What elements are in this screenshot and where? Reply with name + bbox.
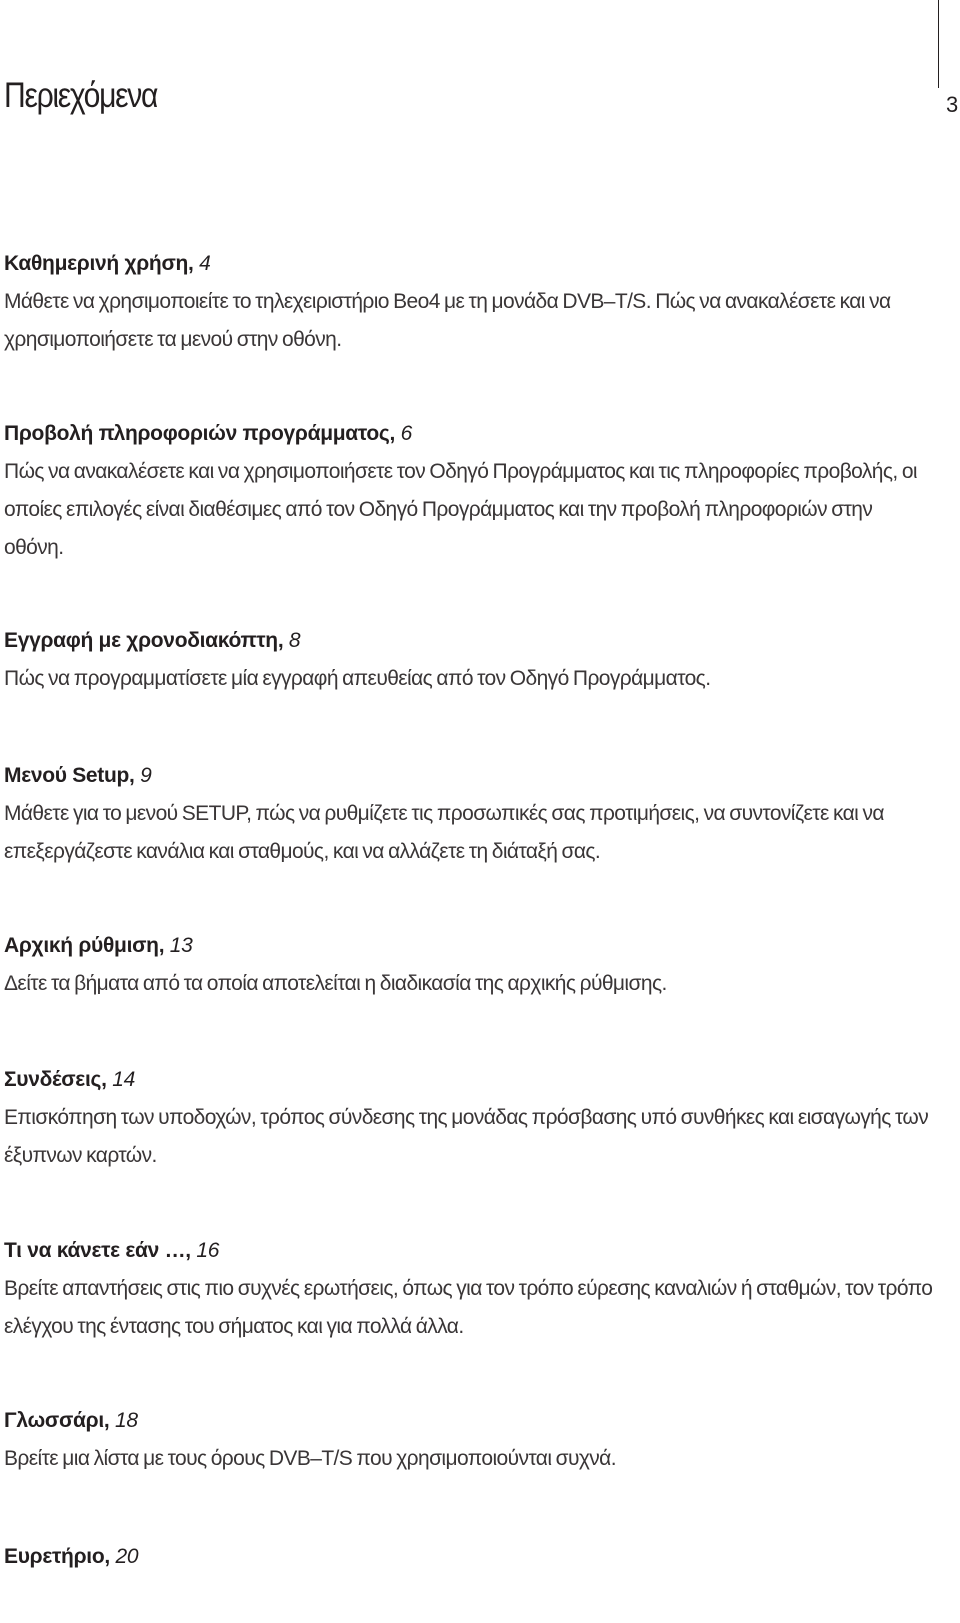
toc-entry-daily-use [4,245,934,359]
toc-entry-heading [4,245,934,283]
toc-entry-page: 18 [114,1409,138,1432]
toc-entry-heading [4,1538,934,1576]
toc-entry-heading [4,1402,934,1440]
toc-entry-title: Εγγραφή με χρονοδιακόπτη, [4,629,284,652]
toc-entry-page: 6 [400,422,413,445]
toc-entry-title: Ευρετήριο, [4,1545,110,1568]
toc-entry-page: 20 [115,1545,139,1568]
toc-entry-index [4,1538,934,1576]
toc-entry-title: Συνδέσεις, [4,1068,107,1091]
toc-entry-page: 13 [169,934,193,957]
toc-entry-description: Δείτε τα βήματα από τα οποία αποτελείται η διαδικασία της αρχικής ρύθμισης. [4,972,667,995]
toc-entry-title: Μενού Setup, [4,764,135,787]
toc-entry-heading [4,1232,934,1270]
toc-entry-description: Βρείτε απαντήσεις στις πιο συχνές ερωτήσεις, όπως για τον τρόπο εύρεσης καναλιών ή σταθμών, τον τρόπο ελέγχου της έντασης του σήματος και για πολλά άλλα. [4,1277,933,1338]
page-title: Περιεχόμενα [4,76,158,115]
toc-entry-page: 14 [112,1068,135,1091]
toc-entry-title: Προβολή πληροφοριών προγράμματος, [4,422,396,445]
page-divider [938,0,939,88]
toc-entry-description: Βρείτε μια λίστα με τους όρους DVB–T/S που χρησιμοποιούνται συχνά. [4,1447,616,1470]
toc-entry-program-info [4,415,934,567]
page-number: 3 [946,92,959,117]
toc-entry-heading [4,757,934,795]
toc-entry-heading [4,415,934,453]
toc-entry-troubleshooting [4,1232,934,1346]
toc-entry-setup-menu [4,757,934,871]
toc-entry-title: Καθημερινή χρήση, [4,252,194,275]
toc-entry-glossary [4,1402,934,1478]
toc-entry-connections [4,1061,934,1175]
toc-entry-heading [4,622,934,660]
toc-entry-page: 9 [140,764,152,787]
toc-entry-page: 16 [196,1239,220,1262]
toc-entry-page: 4 [199,252,211,275]
toc-entry-description: Πώς να προγραμματίσετε μία εγγραφή απευθείας από τον Οδηγό Προγράμματος. [4,667,711,690]
toc-entry-initial-setup [4,927,934,1003]
toc-entry-title: Τι να κάνετε εάν …, [4,1239,191,1262]
toc-entry-description: Μάθετε για το μενού SETUP, πώς να ρυθμίζετε τις προσωπικές σας προτιμήσεις, να συντονίζετε και να επεξεργάζεστε κανάλια και σταθμούς, και να αλλάζετε τη διάταξή σας. [4,802,884,863]
toc-entry-description: Μάθετε να χρησιμοποιείτε το τηλεχειριστήριο Beo4 με τη μονάδα DVB–T/S. Πώς να ανακαλέσετε και να χρησιμοποιήσετε τα μενού στην οθόνη. [4,290,891,351]
toc-entry-page: 8 [288,629,301,652]
toc-entry-timer-recording [4,622,934,698]
toc-entry-heading [4,927,934,965]
toc-entry-description: Επισκόπηση των υποδοχών, τρόπος σύνδεσης της μονάδας πρόσβασης υπό συνθήκες και εισαγωγής των έξυπνων καρτών. [4,1106,929,1167]
toc-entry-title: Αρχική ρύθμιση, [4,934,165,957]
toc-entry-description: Πώς να ανακαλέσετε και να χρησιμοποιήσετε τον Οδηγό Προγράμματος και τις πληροφορίες προβολής, οι οποίες επιλογές είναι διαθέσιμες από τον Οδηγό Προγράμματος και την προβολή πληροφοριών στην οθόνη. [4,460,917,559]
toc-entry-title: Γλωσσάρι, [4,1409,110,1432]
toc-entry-heading [4,1061,934,1099]
